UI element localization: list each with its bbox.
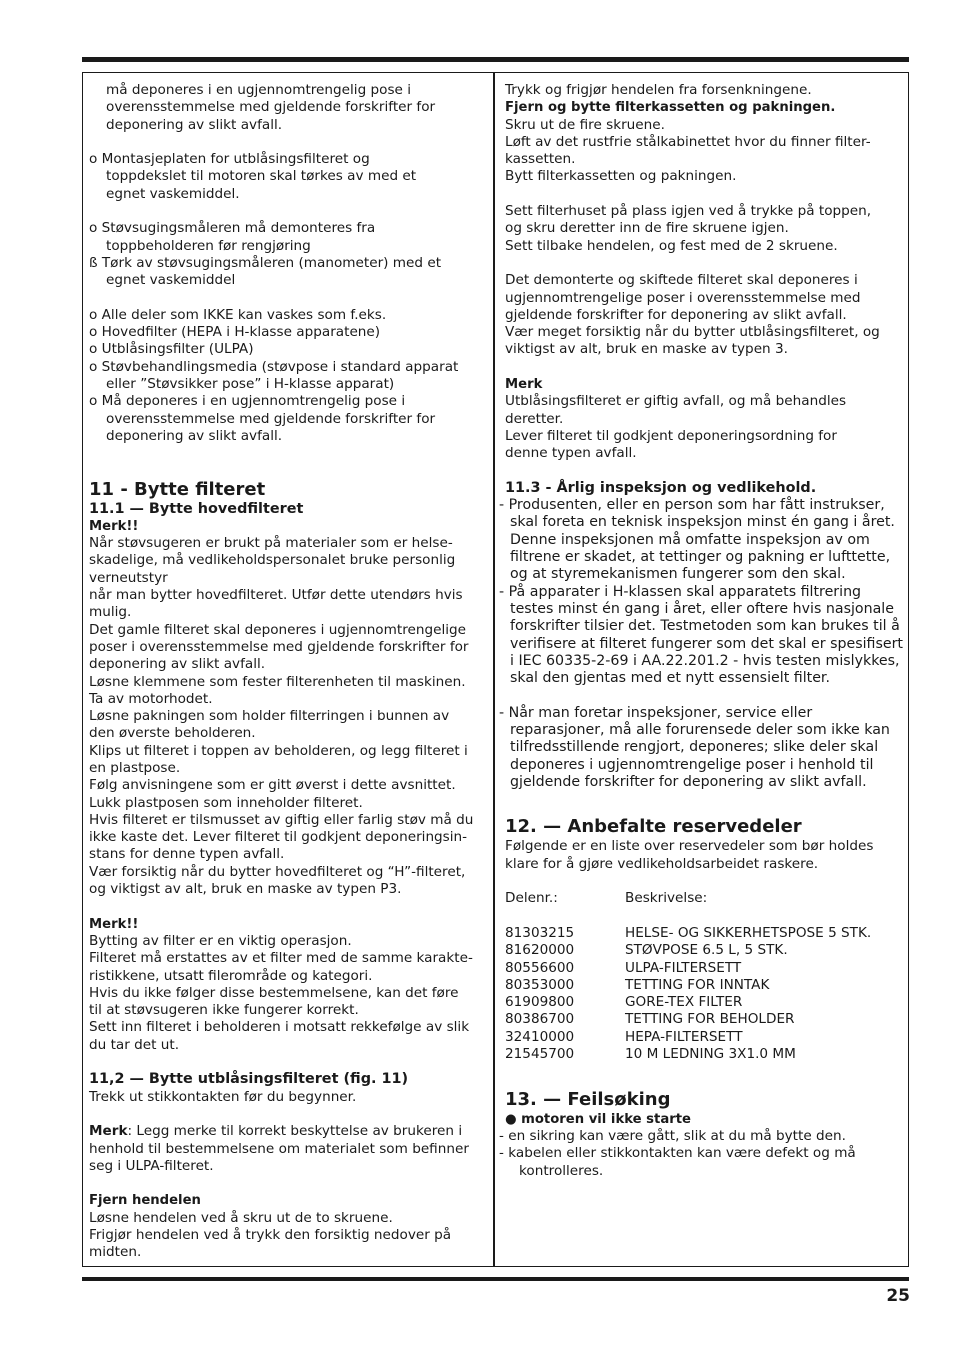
page-number: 25 [886, 1286, 910, 1306]
disposal-list [89, 307, 487, 445]
troubleshoot-subtitle: ● motoren vil ikke starte [505, 1111, 691, 1127]
remove-handle-title: Fjern hendelen [89, 1193, 201, 1209]
troubleshoot-list [499, 1128, 903, 1180]
replace-cassette-title: Fjern og bytte filterkassetten og pakningen. [505, 100, 836, 116]
right-column: Trykk og frigjør hendelen fra forsenkningene. Fjern og bytte filterkassetten og pakningen. Skru ut de fire skruene. Løft av det rustfrie stålkabinettet hvor du finner filter- kassetten. Bytt filterkassetten og pakningen. Sett filterhuset på plass igjen ved å trykke på toppen, og skru deretter inn de fire skruene igjen. Sett tilbake hendelen, og fest med de 2 skruene. Det demonterte og skiftede filteret skal deponeres i ugjennomtrengelige poser i overensstemmelse med gjeldende forskrifter for deponering av slikt avfall. Vær meget forsiktig når du bytter utblåsingsfilteret, og viktigst av alt, bruk en maske av typen 3. Merk Utblåsingsfilteret er giftig avfall, og må behandles deretter. Lever filteret til godkjent deponeringsordning for denne typen avfall. 11.3 - Årlig inspeksjon og vedlikehold. - Produsenten, eller en person som har fått instrukser, skal foreta en teknisk inspeksjon minst én gang i året. Denne inspeksjonen må omfatte inspeksjon av om filtrene er skadet, at tettinger og pakning er lufttette, og at styremekanismen fungerer som den skal. - På apparater i H-klassen skal apparatets filtrering testes minst én gang i året, eller oftere hvis nasjonale forskrifter tilsier det. Testmetoden som kan brukes til å verifisere at filteret fungerer som det skal er spesifisert i IEC 60335-2-69 i AA.22.201.2 - hvis testen mislykkes, skal den gjentas med et nytt essensielt filter. - Når man foretar inspeksjoner, service eller reparasjoner, må alle forurensede deler som ikke kan tilfredsstillende rengjort, deponeres; slike deler skal deponeres i ugjennomtrengelige poser i henhold til gjeldende forskrifter for deponering av slikt avfall. 12. — Anbefalte reservedeler Følgende er en liste over reservedeler som bør holdes klare for å gjøre vedlikeholdsarbeidet raskere. Delenr.: Beskrivelse: 81303215 HELSE- OG SIKKERHETSPOSE 5 STK. 81620000 STØVPOSE 6.5 L, 5 STK. 80556600 ULPA-FILTERSETT 80353000 TETTING FOR INNTAK 61909800 GORE-TEX FILTER 80386700 TETTING FOR BEHOLDER 32410000 HEPA-FILTERSETT 21545700 10 M LEDNING 3X1.0 MM 13. — Feilsøking ● motoren vil ikke starte - en sikring kan være gått, slik at du må bytte den. - kabelen eller stikkontakten kan være defekt og må kontrolleres. [499, 82, 903, 1179]
parts-table [505, 925, 903, 1063]
list-item: - kabelen eller stikkontakten kan være defekt og må kontrolleres. [499, 1145, 856, 1179]
list-item: o Støvbehandlingsmedia (støvpose i standard apparat eller ”Støvsikker pose” i H-klasse apparat) [89, 358, 459, 393]
parts-table-header: Delenr.: Beskrivelse: [505, 890, 708, 907]
intro-paragraph-3: o Støvsugingsmåleren må demonteres fra toppbeholderen før rengjøring ß Tørk av støvsugingsmåleren (manometer) med et egnet vaskemiddel [89, 220, 442, 289]
section-11-1-title: 11.1 — Bytte hovedfilteret [89, 500, 304, 517]
section-13-title: 13. — Feilsøking [505, 1088, 671, 1110]
table-row: 80386700 TETTING FOR BEHOLDER [505, 1011, 795, 1028]
table-row: 61909800 GORE-TEX FILTER [505, 994, 743, 1011]
section-11-title: 11 - Bytte filteret [89, 478, 266, 500]
section-11-1-body: Når støvsugeren er brukt på materialer som er helse- skadelige, må vedlikeholdspersonalet bruke personlig verneutstyr når man bytter hovedfilteret. Utfør dette utendørs hvis mulig. Det gamle filteret skal deponeres i ugjennomtrengelige poser i overensstemmelse med gjeldende forskrifter for deponering av slikt avfall. Løsne klemmene som fester filterenheten til maskinen. Ta av motorhodet. Løsne pakningen som holder filterringen i bunnen av den øverste beholderen. Klips ut filteret i toppen av beholderen, og legg filteret i en plastpose. Følg anvisningene som er gitt øverst i dette avsnittet. Lukk plastposen som inneholder filteret. Hvis filteret er tilsmusset av giftig eller farlig støv må du ikke kaste det. Lever filteret til godkjent deponeringsin- stans for denne typen avfall. Vær forsiktig når du bytter hovedfilteret og “H”-filteret, og viktigst av alt, bruk en maske av typen P3. [89, 535, 474, 898]
left-column: må deponeres i en ugjennomtrengelig pose i overensstemmelse med gjeldende forskrifter for deponering av slikt avfall. o Montasjeplaten for utblåsingsfilteret og toppdekslet til motoren skal tørkes av med et egnet vaskemiddel. o Støvsugingsmåleren må demonteres fra toppbeholderen før rengjøring ß Tørk av støvsugingsmåleren (manometer) med et egnet vaskemiddel o Alle deler som IKKE kan vaskes som f.eks. o Hovedfilter (HEPA i H-klasse apparatene) o Utblåsingsfilter (ULPA) o Støvbehandlingsmedia (støvpose i standard apparat eller ”Støvsikker pose” i H-klasse apparat) o Må deponeres i en ugjennomtrengelig pose i overensstemmelse med gjeldende forskrifter for deponering av slikt avfall. 11 - Bytte filteret 11.1 — Bytte hovedfilteret Merk!! Når støvsugeren er brukt på materialer som er helse- skadelige, må vedlikeholdspersonalet bruke personlig verneutstyr når man bytter hovedfilteret. Utfør dette utendørs hvis mulig. Det gamle filteret skal deponeres i ugjennomtrengelige poser i overensstemmelse med gjeldende forskrifter for deponering av slikt avfall. Løsne klemmene som fester filterenheten til maskinen. Ta av motorhodet. Løsne pakningen som holder filterringen i bunnen av den øverste beholderen. Klips ut filteret i toppen av beholderen, og legg filteret i en plastpose. Følg anvisningene som er gitt øverst i dette avsnittet. Lukk plastposen som inneholder filteret. Hvis filteret er tilsmusset av giftig eller farlig støv må du ikke kaste det. Lever filteret til godkjent deponeringsin- stans for denne typen avfall. Vær forsiktig når du bytter hovedfilteret og “H”-filteret, og viktigst av alt, bruk en maske av typen P3. Merk!! Bytting av filter er en viktig operasjon. Filteret må erstattes av et filter med de samme karakte- ristikkene, utsatt filerområde og kategori. Hvis du ikke følger disse bestemmelsene, kan det føre til at støvsugeren ikke fungerer korrekt. Sett inn filteret i beholderen i motsatt rekkefølge av slik du tar det ut. 11,2 — Bytte utblåsingsfilteret (fig. 11) Trekk ut stikkontakten før du begynner. Merk: Legg merke til korrekt beskyttelse av brukeren i henhold til bestemmelsene om materialet som befinner seg i ULPA-filteret. Fjern hendelen Løsne hendelen ved å skru ut de to skruene. Frigjør hendelen ved å trykk den forsiktig nedover på midten. [89, 82, 487, 1262]
section-11-2-line: Trekk ut stikkontakten før du begynner. [89, 1088, 357, 1105]
handle-release-line: Trykk og frigjør hendelen fra forsenkningene. [505, 82, 812, 98]
column-divider [493, 72, 495, 1267]
section-12-title: 12. — Anbefalte reservedeler [505, 816, 802, 838]
list-item: o Utblåsingsfilter (ULPA) [89, 341, 254, 358]
list-item: o Må deponeres i en ugjennomtrengelig pose i overensstemmelse med gjeldende forskrifter for deponering av slikt avfall. [89, 393, 436, 444]
section-11-3-title: 11.3 - Årlig inspeksjon og vedlikehold. [505, 479, 817, 496]
table-row: 80556600 ULPA-FILTERSETT [505, 959, 742, 976]
section-11-2-title: 11,2 — Bytte utblåsingsfilteret (fig. 11) [89, 1071, 409, 1088]
list-item: - På apparater i H-klassen skal apparatets filtrering testes minst én gang i året, eller oftere hvis nasjonale forskrifter tilsier det. Testmetoden som kan brukes til å verifisere at filteret fungerer som det skal er spesifisert i IEC 60335-2-69 i AA.22.201.2 - hvis testen mislykkes, skal den gjentas med et nytt essensielt filter. [499, 583, 903, 687]
table-row: 21545700 10 M LEDNING 3X1.0 MM [505, 1046, 796, 1063]
intro-paragraph-1: må deponeres i en ugjennomtrengelig pose i overensstemmelse med gjeldende forskrifter for deponering av slikt avfall. [106, 82, 436, 133]
list-item: - en sikring kan være gått, slik at du må bytte den. [499, 1127, 846, 1144]
list-item: o Alle deler som IKKE kan vaskes som f.eks. [89, 306, 387, 323]
table-row: 81620000 STØVPOSE 6.5 L, 5 STK. [505, 942, 788, 959]
note-paragraph: Merk: Legg merke til korrekt beskyttelse av brukeren i [89, 1123, 463, 1140]
list-item: - Produsenten, eller en person som har fått instrukser, skal foreta en teknisk inspeksjon minst én gang i året. Denne inspeksjonen må omfatte inspeksjon av om filtrene er skadet, at tettinger og pakning er lufttette, og at styremekanismen fungerer som den skal. [499, 497, 895, 583]
bottom-rule [82, 1277, 909, 1281]
note-body: Bytting av filter er en viktig operasjon. Filteret må erstattes av et filter med de samme karakte- ristikkene, utsatt filerområde og kategori. Hvis du ikke følger disse bestemmelsene, kan det føre til at støvsugeren ikke fungerer korrekt. Sett inn filteret i beholderen i motsatt rekkefølge av slik du tar det ut. [89, 932, 473, 1053]
note-label: Merk!! [89, 518, 139, 534]
note-label: Merk!! [89, 916, 139, 932]
list-item: - Når man foretar inspeksjoner, service eller reparasjoner, må alle forurensede deler som ikke kan tilfredsstillende rengjort, deponeres; slike deler skal deponeres i ugjennomtrengelige poser i henhold til gjeldende forskrifter for deponering av slikt avfall. [499, 704, 890, 790]
intro-paragraph-2: o Montasjeplaten for utblåsingsfilteret og toppdekslet til motoren skal tørkes av med et egnet vaskemiddel. [89, 151, 417, 202]
table-row: 80353000 TETTING FOR INNTAK [505, 976, 770, 993]
list-item: o Hovedfilter (HEPA i H-klasse apparatene) [89, 324, 381, 341]
note-label: Merk [89, 1123, 128, 1140]
table-row: 81303215 HELSE- OG SIKKERHETSPOSE 5 STK. [505, 924, 872, 941]
top-rule [82, 57, 909, 62]
inspection-list [499, 497, 903, 791]
note-label: Merk [505, 377, 543, 393]
table-row: 32410000 HEPA-FILTERSETT [505, 1028, 743, 1045]
